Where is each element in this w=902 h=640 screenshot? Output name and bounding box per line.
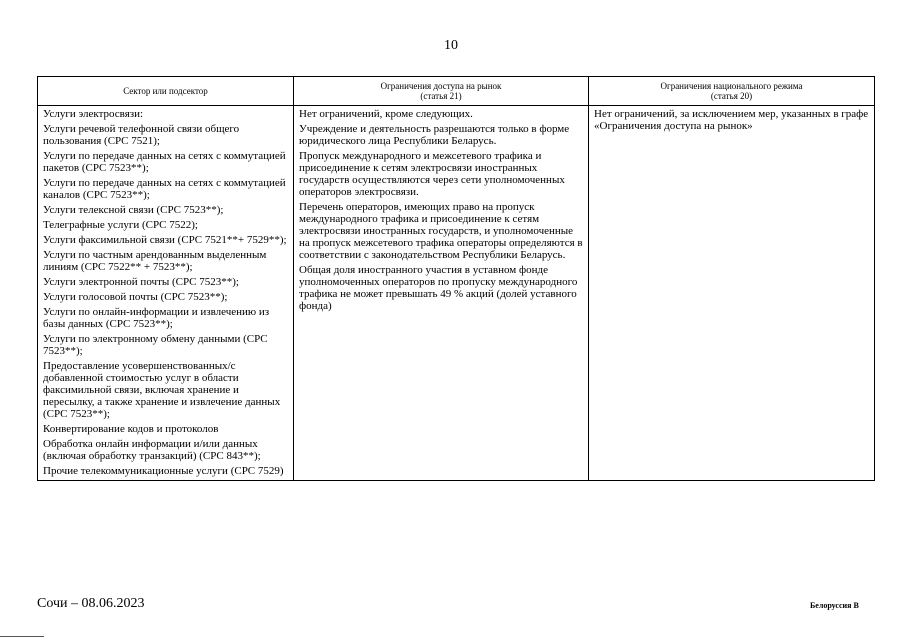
footer-place-date: Сочи – 08.06.2023 xyxy=(37,596,145,611)
market-access-cell xyxy=(294,106,589,481)
sector-item: Услуги электросвязи: xyxy=(43,108,144,120)
schedule-table xyxy=(37,76,875,481)
market-access-paragraph: Общая доля иностранного участия в уставном фонде уполномоченных операторов по пропуску международного трафика не может превышать 49 % акций (долей уставного фонда) xyxy=(299,264,578,312)
header-national-treatment-title: Ограничения национального режима xyxy=(660,81,803,91)
table-header-row xyxy=(38,77,875,106)
sector-item: Услуги факсимильной связи (CPC 7521**+ 7529**); xyxy=(43,234,287,246)
national-treatment-cell xyxy=(589,106,875,481)
header-market-access-article: (статья 21) xyxy=(420,91,462,101)
sector-item: Услуги речевой телефонной связи общего пользования (CPC 7521); xyxy=(43,123,240,147)
sector-cell xyxy=(38,106,294,481)
market-access-paragraph: Перечень операторов, имеющих право на пропуск международного трафика и присоединение к сетям электросвязи иностранных государств, и уполномоченные на пропуск межсетевого трафика операторы определяются в соответствии с законодательством Республики Беларусь. xyxy=(299,201,583,261)
sector-item: Услуги по электронному обмену данными (CPC 7523**); xyxy=(43,333,268,357)
footer-party-label: Белоруссия В xyxy=(810,601,859,610)
sector-item: Услуги по частным арендованным выделенным линиям (CPC 7522** + 7523**); xyxy=(43,249,267,273)
sector-item: Телеграфные услуги (CPC 7522); xyxy=(43,219,198,231)
sector-item: Услуги по передаче данных на сетях с коммутацией пакетов (CPC 7523**); xyxy=(43,150,286,174)
page-number: 10 xyxy=(444,38,458,53)
sector-item: Услуги голосовой почты (CPC 7523**); xyxy=(43,291,228,303)
table-row xyxy=(38,106,875,481)
corner-divider xyxy=(0,636,44,637)
sector-item: Услуги электронной почты (CPC 7523**); xyxy=(43,276,239,288)
header-national-treatment xyxy=(589,77,875,106)
sector-item: Предоставление усовершенствованных/с добавленной стоимостью услуг в области факсимильной связи, включая хранение и пересылку, а также хранение и извлечение данных (CPC 7523**); xyxy=(43,360,281,420)
market-access-paragraph: Нет ограничений, кроме следующих. xyxy=(299,108,473,120)
market-access-paragraph: Учреждение и деятельность разрешаются только в форме юридического лица Республики Беларусь. xyxy=(299,123,570,147)
header-sector-label: Сектор или подсектор xyxy=(123,86,208,96)
sector-item: Услуги телексной связи (CPC 7523**); xyxy=(43,204,224,216)
sector-item: Конвертирование кодов и протоколов xyxy=(43,423,219,435)
sector-item: Услуги по передаче данных на сетях с коммутацией каналов (CPC 7523**); xyxy=(43,177,286,201)
sector-item: Услуги по онлайн-информации и извлечению из базы данных (CPC 7523**); xyxy=(43,306,270,330)
header-market-access xyxy=(294,77,589,106)
sector-item: Обработка онлайн информации и/или данных (включая обработку транзакций) (CPC 843**); xyxy=(43,438,261,462)
header-sector xyxy=(38,77,294,106)
sector-item: Прочие телекоммуникационные услуги (CPC 7529) xyxy=(43,465,284,477)
header-national-treatment-article: (статья 20) xyxy=(710,91,753,101)
market-access-paragraph: Пропуск международного и межсетевого трафика и присоединение к сетям электросвязи иностранных государств осуществляются через сети уполномоченных операторов электросвязи. xyxy=(299,150,565,198)
header-market-access-title: Ограничения доступа на рынок xyxy=(380,81,502,91)
national-treatment-paragraph: Нет ограничений, за исключением мер, указанных в графе «Ограничения доступа на рынок» xyxy=(594,108,869,132)
